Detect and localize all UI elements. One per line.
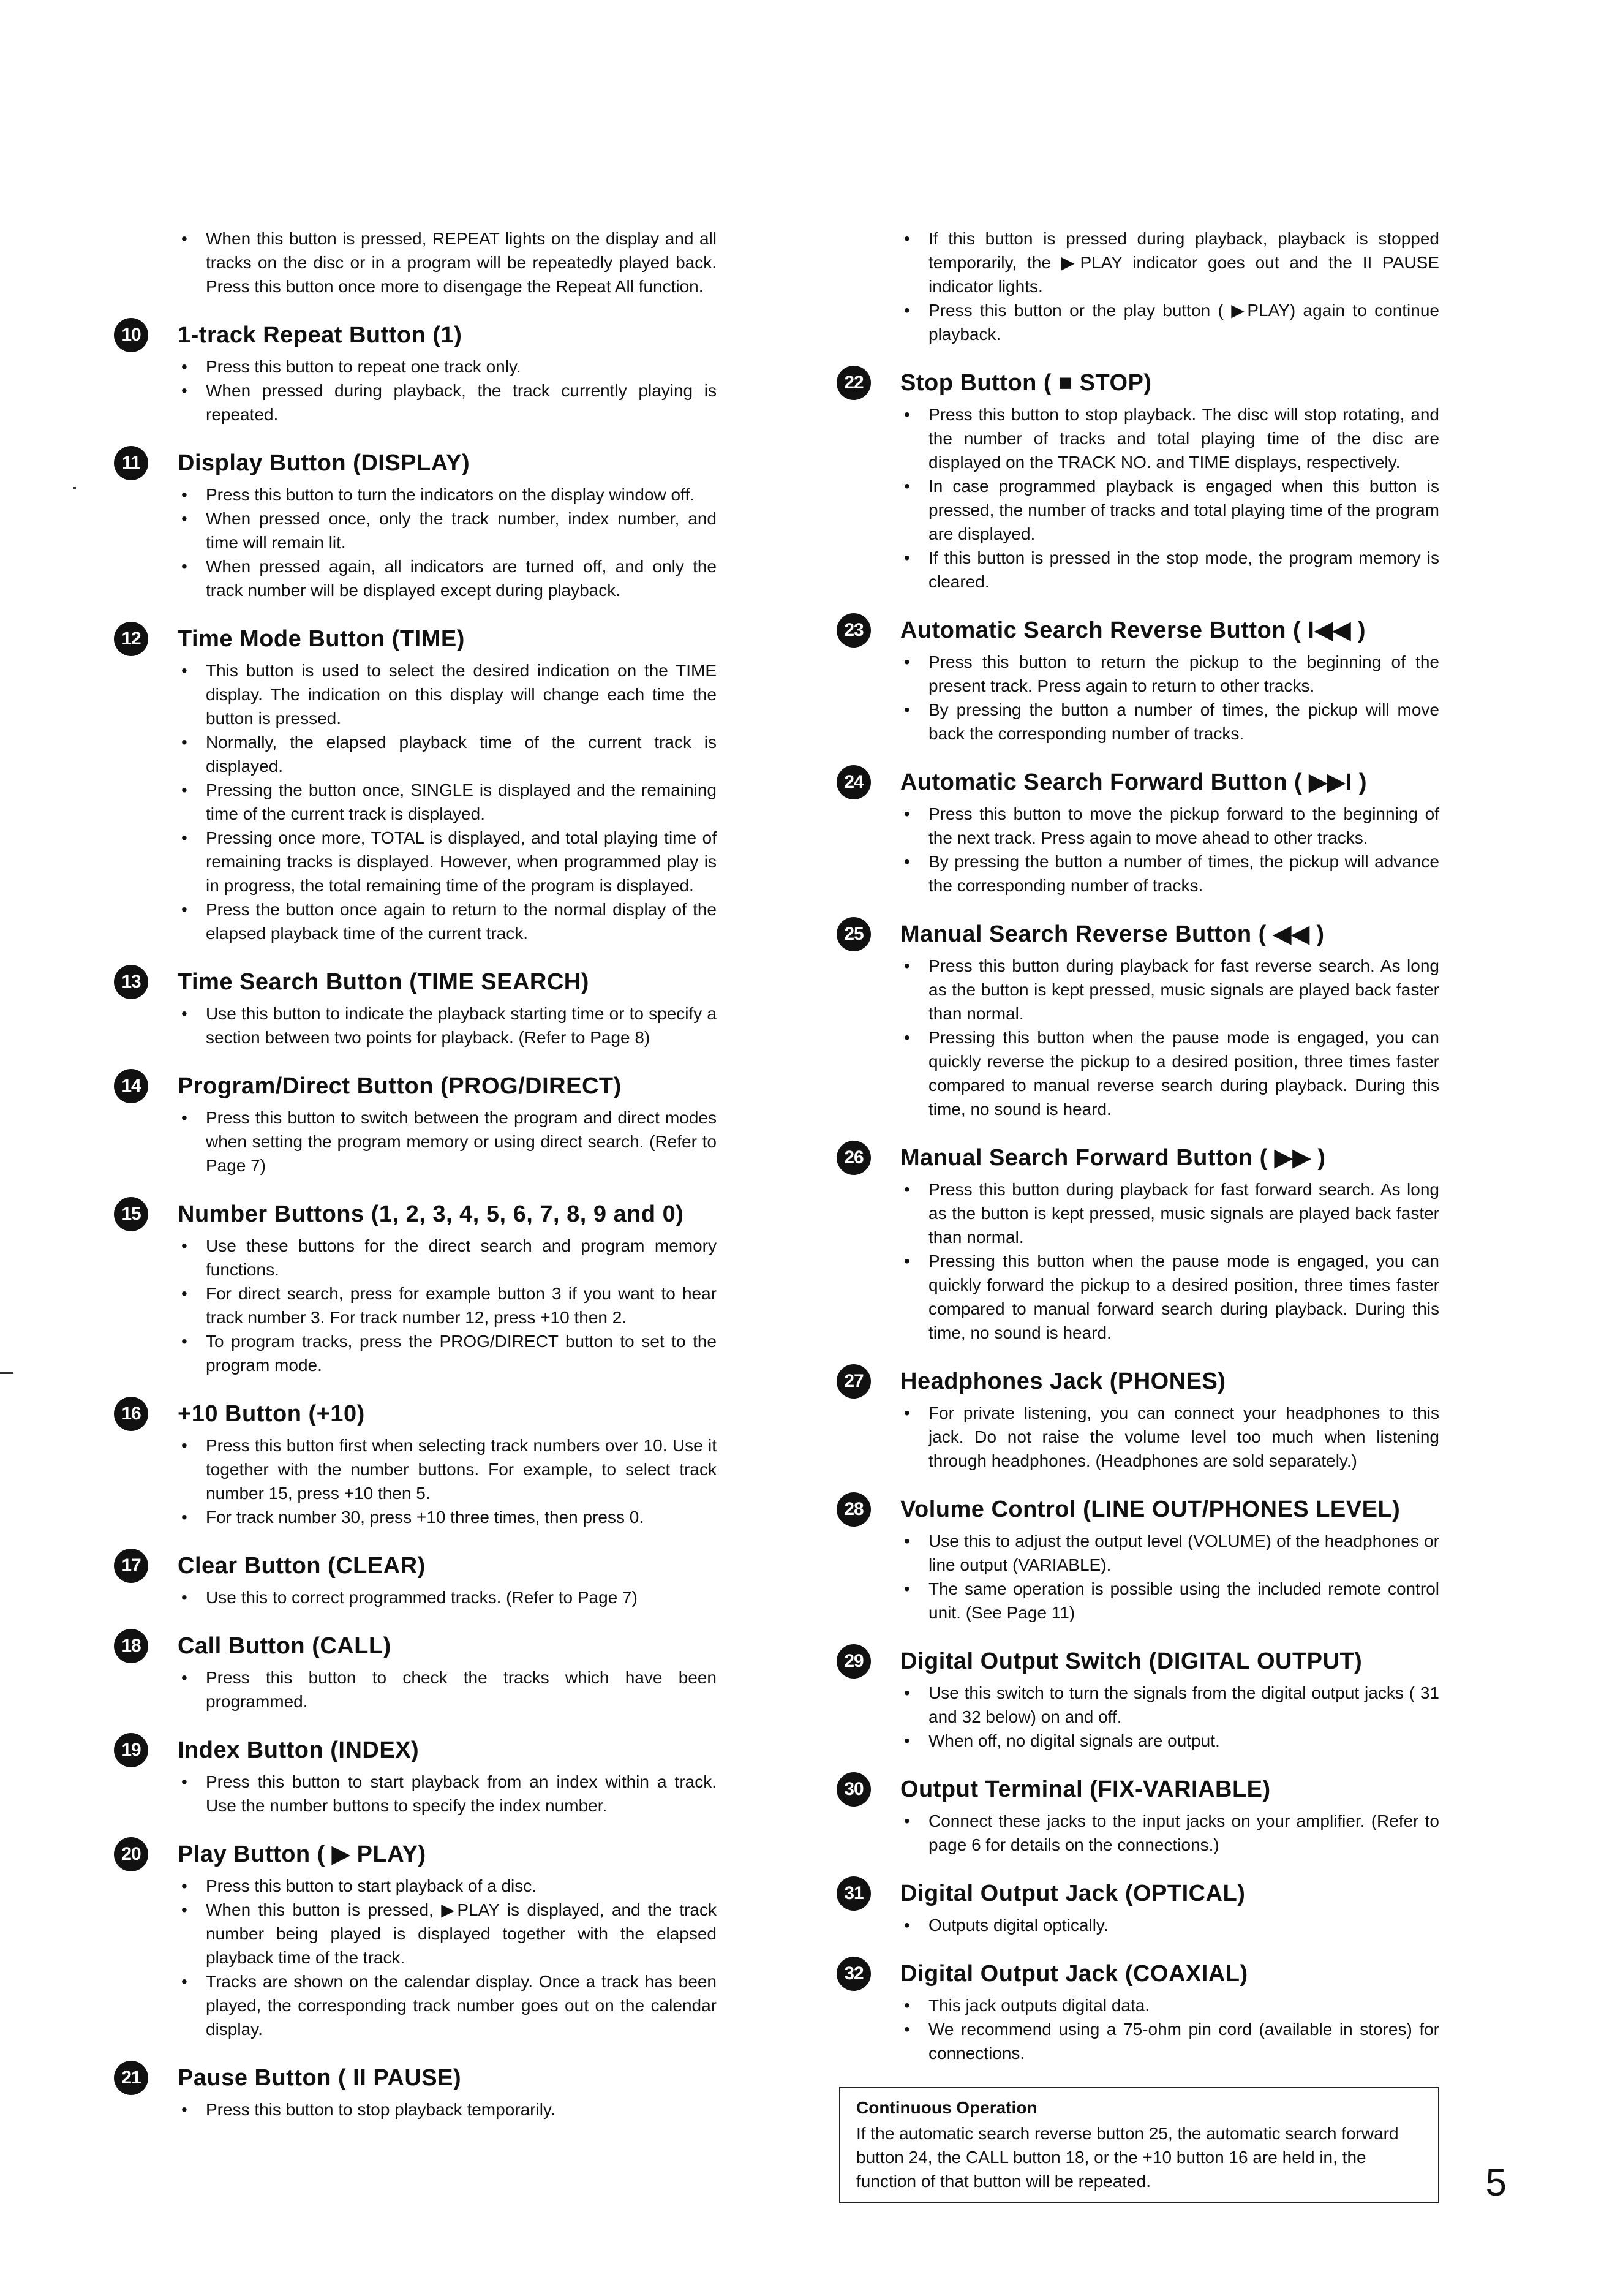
section-title: Time Search Button (TIME SEARCH) <box>178 969 589 995</box>
section-bullets <box>178 2098 717 2121</box>
section-24 <box>839 768 1439 897</box>
bullet-item: • Press this button to switch between the program and direct modes when setting the program memory or using direct search. (Refer to Page 7) <box>178 1106 717 1177</box>
section-title: Time Mode Button (TIME) <box>178 626 465 652</box>
intro-bullets <box>178 227 717 298</box>
section-number-icon: 24 <box>837 765 871 799</box>
section-10 <box>116 320 717 426</box>
section-title: Play Button ( ▶ PLAY) <box>178 1841 426 1867</box>
section-bullets <box>178 1234 717 1377</box>
section-bullets <box>178 1770 717 1818</box>
section-bullets <box>178 1002 717 1049</box>
section-title: Automatic Search Forward Button ( ▶▶I ) <box>900 769 1367 795</box>
section-title: Pause Button ( II PAUSE) <box>178 2065 462 2091</box>
section-bullets <box>178 1433 717 1529</box>
bullet-item: • To program tracks, press the PROG/DIRECT button to set to the program mode. <box>178 1329 717 1377</box>
section-title: Clear Button (CLEAR) <box>178 1553 426 1579</box>
bullet-item: • In case programmed playback is engaged when this button is pressed, the number of tracks and total playing time of the program are displayed. <box>900 474 1439 546</box>
bullet-item: • By pressing the button a number of times, the pickup will advance the corresponding number of tracks. <box>900 850 1439 897</box>
bullet-item: • For track number 30, press +10 three times, then press 0. <box>178 1505 717 1529</box>
section-32 <box>839 1959 1439 2065</box>
bullet-item: • Normally, the elapsed playback time of the current track is displayed. <box>178 730 717 778</box>
section-number-icon: 32 <box>837 1957 871 1991</box>
section-15 <box>116 1199 717 1377</box>
section-bullets <box>178 1585 717 1609</box>
section-number-icon: 25 <box>837 917 871 951</box>
section-bullets <box>900 1177 1439 1345</box>
left-column <box>116 227 717 2143</box>
section-bullets <box>178 483 717 602</box>
margin-mark <box>0 1372 13 1374</box>
section-title: Stop Button ( ■ STOP) <box>900 370 1152 396</box>
section-number-icon: 11 <box>114 446 148 480</box>
left-sections <box>116 320 717 2121</box>
section-30 <box>839 1775 1439 1857</box>
section-23 <box>839 616 1439 746</box>
section-title: Call Button (CALL) <box>178 1633 391 1659</box>
section-number-icon: 23 <box>837 613 871 648</box>
section-29 <box>839 1647 1439 1753</box>
bullet-item: • Press this button to turn the indicators on the display window off. <box>178 483 717 507</box>
bullet-item: • If this button is pressed in the stop mode, the program memory is cleared. <box>900 546 1439 594</box>
pause-bullet: • If this button is pressed during playback, playback is stopped temporarily, the ▶PLAY indicator goes out and the II PAUSE indicator lights. <box>900 227 1439 298</box>
section-16 <box>116 1399 717 1529</box>
bullet-item: • Press the button once again to return to the normal display of the elapsed playback time of the current track. <box>178 897 717 945</box>
section-bullets <box>178 1874 717 2041</box>
section-title: Headphones Jack (PHONES) <box>900 1369 1226 1394</box>
bullet-item: • Press this button to move the pickup forward to the beginning of the next track. Press again to move ahead to other tracks. <box>900 802 1439 850</box>
bullet-item: • When off, no digital signals are output. <box>900 1729 1439 1753</box>
bullet-item: • When pressed again, all indicators are turned off, and only the track number will be displayed except during playback. <box>178 554 717 602</box>
continuous-operation-text: If the automatic search reverse button 25, the automatic search forward button 24, the CALL button 18, or the +10 button 16 are held in, the function of that button will be repeated. <box>856 2124 1399 2191</box>
right-column <box>839 227 1439 2203</box>
bullet-item: • Pressing this button when the pause mode is engaged, you can quickly reverse the pickup to a desired position, three times faster compared to manual reverse search during playback. During this time, no sound is heard. <box>900 1025 1439 1121</box>
bullet-item: • Use this to adjust the output level (VOLUME) of the headphones or line output (VARIABLE). <box>900 1529 1439 1577</box>
bullet-item: • Pressing this button when the pause mode is engaged, you can quickly forward the pickup to a desired position, three times faster compared to manual forward search during playback. During this time, no sound is heard. <box>900 1249 1439 1345</box>
section-27 <box>839 1367 1439 1473</box>
bullet-item: • Use this switch to turn the signals from the digital output jacks ( 31 and 32 below) on and off. <box>900 1681 1439 1729</box>
section-31 <box>839 1879 1439 1937</box>
bullet-item: • Tracks are shown on the calendar display. Once a track has been played, the corresponding track number goes out on the calendar display. <box>178 1969 717 2041</box>
bullet-item: • For private listening, you can connect your headphones to this jack. Do not raise the volume level too much when listening through headphones. (Headphones are sold separately.) <box>900 1401 1439 1473</box>
section-28 <box>839 1495 1439 1625</box>
section-14 <box>116 1071 717 1177</box>
section-title: Volume Control (LINE OUT/PHONES LEVEL) <box>900 1497 1401 1522</box>
pause-continuation-bullets <box>900 227 1439 346</box>
section-number-icon: 29 <box>837 1644 871 1679</box>
bullet-item: • Press this button first when selecting track numbers over 10. Use it together with the number buttons. For example, to select track number 15, press +10 then 5. <box>178 1433 717 1505</box>
bullet-item: • Press this button to stop playback temporarily. <box>178 2098 717 2121</box>
section-title: Index Button (INDEX) <box>178 1737 420 1763</box>
bullet-item: • When pressed once, only the track number, index number, and time will remain lit. <box>178 507 717 554</box>
bullet-item: • Press this button to stop playback. The disc will stop rotating, and the number of tracks and total playing time of the disc are displayed on the TRACK NO. and TIME displays, respectively. <box>900 402 1439 474</box>
section-25 <box>839 920 1439 1121</box>
continuous-operation-title: Continuous Operation <box>856 2098 1037 2117</box>
bullet-item: • Press this button to return the pickup to the beginning of the present track. Press again to return to other tracks. <box>900 650 1439 698</box>
bullet-item: • Press this button to repeat one track only. <box>178 355 717 379</box>
section-number-icon: 17 <box>114 1549 148 1583</box>
section-bullets <box>900 802 1439 897</box>
bullet-item: • Use this to correct programmed tracks. (Refer to Page 7) <box>178 1585 717 1609</box>
bullet-item: • Outputs digital optically. <box>900 1913 1439 1937</box>
section-number-icon: 19 <box>114 1733 148 1767</box>
section-title: +10 Button (+10) <box>178 1401 365 1427</box>
section-bullets <box>900 402 1439 594</box>
section-number-icon: 14 <box>114 1069 148 1103</box>
section-bullets <box>900 1809 1439 1857</box>
section-17 <box>116 1551 717 1609</box>
bullet-item: • Connect these jacks to the input jacks on your amplifier. (Refer to page 6 for details on the connections.) <box>900 1809 1439 1857</box>
bullet-item: • For direct search, press for example button 3 if you want to hear track number 3. For track number 12, press +10 then 2. <box>178 1282 717 1329</box>
section-title: Digital Output Switch (DIGITAL OUTPUT) <box>900 1648 1363 1674</box>
section-title: Display Button (DISPLAY) <box>178 450 470 476</box>
section-bullets <box>178 659 717 945</box>
section-title: Program/Direct Button (PROG/DIRECT) <box>178 1073 622 1099</box>
section-21 <box>116 2063 717 2121</box>
section-12 <box>116 624 717 945</box>
bullet-item: • When pressed during playback, the track currently playing is repeated. <box>178 379 717 426</box>
section-18 <box>116 1631 717 1713</box>
section-title: Automatic Search Reverse Button ( I◀◀ ) <box>900 617 1366 643</box>
section-bullets <box>900 1681 1439 1753</box>
section-number-icon: 13 <box>114 965 148 999</box>
bullet-item: • Use this button to indicate the playback starting time or to specify a section between two points for playback. (Refer to Page 8) <box>178 1002 717 1049</box>
bullet-item: • When this button is pressed, ▶PLAY is displayed, and the track number being played is displayed together with the elapsed playback time of the track. <box>178 1898 717 1969</box>
section-title: Digital Output Jack (OPTICAL) <box>900 1881 1246 1906</box>
section-bullets <box>900 1529 1439 1625</box>
section-title: Number Buttons (1, 2, 3, 4, 5, 6, 7, 8, 9 and 0) <box>178 1201 684 1227</box>
section-26 <box>839 1143 1439 1345</box>
continuous-operation-box <box>839 2087 1439 2203</box>
pause-bullet: • Press this button or the play button ( ▶PLAY) again to continue playback. <box>900 298 1439 346</box>
page-number: 5 <box>1485 2162 1507 2204</box>
section-bullets <box>900 1913 1439 1937</box>
section-bullets <box>900 954 1439 1121</box>
section-20 <box>116 1840 717 2041</box>
bullet-item: • Press this button to start playback from an index within a track. Use the number buttons to specify the index number. <box>178 1770 717 1818</box>
section-number-icon: 31 <box>837 1876 871 1911</box>
section-title: Digital Output Jack (COAXIAL) <box>900 1961 1248 1987</box>
section-title: Output Terminal (FIX-VARIABLE) <box>900 1777 1271 1802</box>
bullet-item: • Pressing the button once, SINGLE is displayed and the remaining time of the current track is displayed. <box>178 778 717 826</box>
section-bullets <box>178 1106 717 1177</box>
section-number-icon: 18 <box>114 1629 148 1663</box>
section-number-icon: 26 <box>837 1141 871 1175</box>
section-13 <box>116 967 717 1049</box>
bullet-item: • This button is used to select the desired indication on the TIME display. The indication on this display will change each time the button is pressed. <box>178 659 717 730</box>
section-number-icon: 10 <box>114 318 148 352</box>
margin-mark <box>73 487 76 489</box>
bullet-item: • Press this button during playback for fast forward search. As long as the button is kept pressed, music signals are played back faster than normal. <box>900 1177 1439 1249</box>
bullet-item: • We recommend using a 75-ohm pin cord (available in stores) for connections. <box>900 2017 1439 2065</box>
section-22 <box>839 368 1439 594</box>
section-title: 1-track Repeat Button (1) <box>178 322 462 348</box>
bullet-item: • Pressing once more, TOTAL is displayed, and total playing time of remaining tracks is displayed. However, when programmed play is in progress, the total remaining time of the program is displayed. <box>178 826 717 897</box>
bullet-item: • Use these buttons for the direct search and program memory functions. <box>178 1234 717 1282</box>
section-number-icon: 16 <box>114 1397 148 1431</box>
section-number-icon: 28 <box>837 1492 871 1527</box>
bullet-item: • Press this button during playback for fast reverse search. As long as the button is kept pressed, music signals are played back faster than normal. <box>900 954 1439 1025</box>
intro-bullet: • When this button is pressed, REPEAT lights on the display and all tracks on the disc or in a program will be repeatedly played back. Press this button once more to disengage the Repeat All function. <box>178 227 717 298</box>
section-19 <box>116 1735 717 1818</box>
section-title: Manual Search Forward Button ( ▶▶ ) <box>900 1145 1326 1171</box>
section-bullets <box>900 1993 1439 2065</box>
section-bullets <box>178 1666 717 1713</box>
section-11 <box>116 448 717 602</box>
section-bullets <box>178 355 717 426</box>
section-bullets <box>900 1401 1439 1473</box>
section-number-icon: 30 <box>837 1772 871 1807</box>
section-bullets <box>900 650 1439 746</box>
section-number-icon: 20 <box>114 1837 148 1871</box>
pause-continuation <box>839 227 1439 346</box>
section-number-icon: 15 <box>114 1197 148 1231</box>
bullet-item: • This jack outputs digital data. <box>900 1993 1439 2017</box>
repeat-all-intro <box>116 227 717 298</box>
bullet-item: • By pressing the button a number of times, the pickup will move back the corresponding number of tracks. <box>900 698 1439 746</box>
section-title: Manual Search Reverse Button ( ◀◀ ) <box>900 921 1325 947</box>
section-number-icon: 21 <box>114 2061 148 2095</box>
section-number-icon: 27 <box>837 1364 871 1399</box>
bullet-item: • Press this button to check the tracks which have been programmed. <box>178 1666 717 1713</box>
bullet-item: • The same operation is possible using the included remote control unit. (See Page 11) <box>900 1577 1439 1625</box>
section-number-icon: 12 <box>114 622 148 656</box>
right-sections <box>839 368 1439 2065</box>
section-number-icon: 22 <box>837 366 871 400</box>
bullet-item: • Press this button to start playback of a disc. <box>178 1874 717 1898</box>
